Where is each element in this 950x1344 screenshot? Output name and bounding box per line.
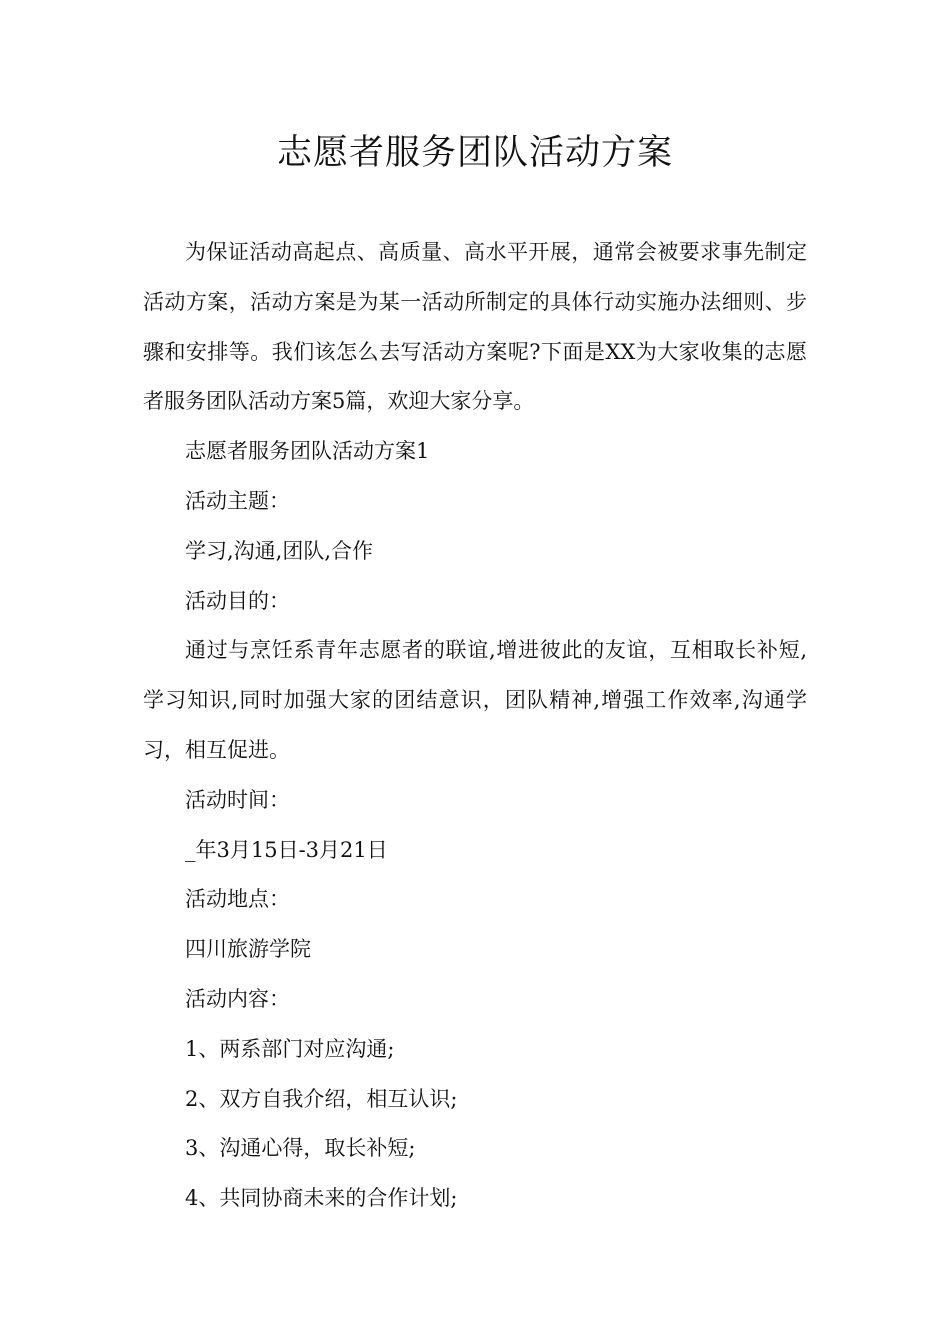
document-title: 志愿者服务团队活动方案	[276, 133, 673, 173]
plan-heading: 志愿者服务团队活动方案1	[185, 439, 430, 464]
content-item: 3、沟通心得，取长补短;	[185, 1136, 416, 1161]
content-item: 4、共同协商未来的合作计划;	[185, 1186, 458, 1211]
theme-label: 活动主题：	[185, 488, 290, 513]
location-value: 四川旅游学院	[185, 937, 311, 962]
content-item: 1、两系部门对应沟通;	[185, 1036, 395, 1061]
time-value: _年3月15日-3月21日	[185, 837, 388, 862]
purpose-value: 通过与烹饪系青年志愿者的联谊,增进彼此的友谊，互相取长补短,学习知识,同时加强大家的团结意识，团队精神,增强工作效率,沟通学习，相互促进。	[143, 638, 807, 762]
document-body	[143, 228, 807, 1224]
location-label: 活动地点：	[185, 887, 290, 912]
content-label: 活动内容：	[185, 986, 290, 1011]
intro-paragraph: 为保证活动高起点、高质量、高水平开展，通常会被要求事先制定活动方案，活动方案是为某一活动所制定的具体行动实施办法细则、步骤和安排等。我们该怎么去写活动方案呢?下面是XX为大家收集的志愿者服务团队活动方案5篇，欢迎大家分享。	[143, 240, 807, 414]
time-label: 活动时间：	[185, 787, 290, 812]
theme-value: 学习,沟通,团队,合作	[185, 538, 374, 563]
purpose-label: 活动目的：	[185, 588, 290, 613]
content-item: 2、双方自我介绍，相互认识;	[185, 1086, 458, 1111]
